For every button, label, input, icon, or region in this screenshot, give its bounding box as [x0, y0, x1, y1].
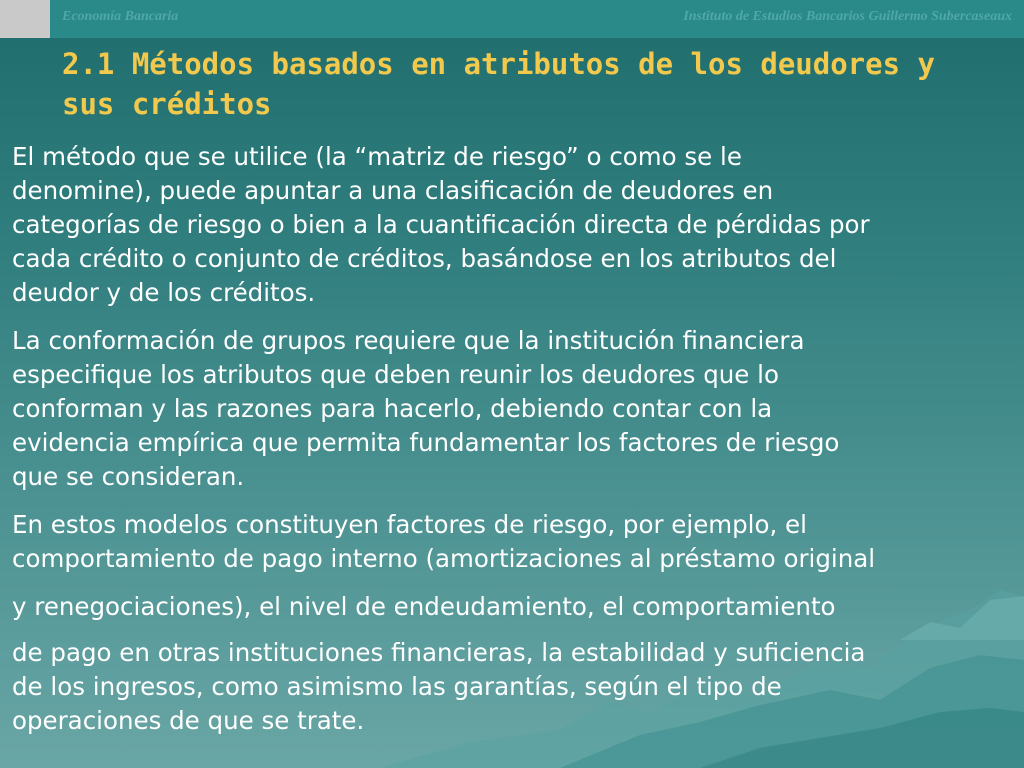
paragraph-line: operaciones de que se trate. [12, 706, 365, 735]
paragraph-line: especifique los atributos que deben reunir los deudores que lo [12, 360, 779, 389]
paragraph-2 [12, 324, 1016, 494]
slide-title [62, 44, 982, 124]
slide-title-line-2: sus créditos [62, 87, 272, 121]
header-left-strip [0, 0, 50, 38]
paragraph-5 [12, 636, 1016, 738]
paragraph-line: comportamiento de pago interno (amortizaciones al préstamo original [12, 544, 876, 573]
paragraph-line: que se consideran. [12, 462, 245, 491]
paragraph-line: denomine), puede apuntar a una clasificación de deudores en [12, 176, 774, 205]
paragraph-line: La conformación de grupos requiere que la institución financiera [12, 326, 805, 355]
paragraph-line: El método que se utilice (la “matriz de riesgo” o como se le [12, 142, 742, 171]
slide-body [12, 140, 1016, 752]
paragraph-3 [12, 508, 1016, 576]
header-institute-name: Instituto de Estudios Bancarios Guillermo Subercaseaux [683, 9, 1012, 24]
paragraph-line: de pago en otras instituciones financieras, la estabilidad y suficiencia [12, 638, 866, 667]
paragraph-line: deudor y de los créditos. [12, 278, 316, 307]
paragraph-line: y renegociaciones), el nivel de endeudamiento, el comportamiento [12, 592, 836, 621]
paragraph-line: evidencia empírica que permita fundamentar los factores de riesgo [12, 428, 840, 457]
paragraph-1 [12, 140, 1016, 310]
header-course-name: Economía Bancaria [62, 9, 179, 24]
paragraph-line: cada crédito o conjunto de créditos, basándose en los atributos del [12, 244, 837, 273]
paragraph-line: categorías de riesgo o bien a la cuantificación directa de pérdidas por [12, 210, 870, 239]
slide-title-line-1: 2.1 Métodos basados en atributos de los deudores y [62, 47, 935, 81]
paragraph-line: de los ingresos, como asimismo las garantías, según el tipo de [12, 672, 782, 701]
paragraph-line: En estos modelos constituyen factores de riesgo, por ejemplo, el [12, 510, 807, 539]
paragraph-line: conforman y las razones para hacerlo, debiendo contar con la [12, 394, 773, 423]
paragraph-4 [12, 590, 1016, 624]
